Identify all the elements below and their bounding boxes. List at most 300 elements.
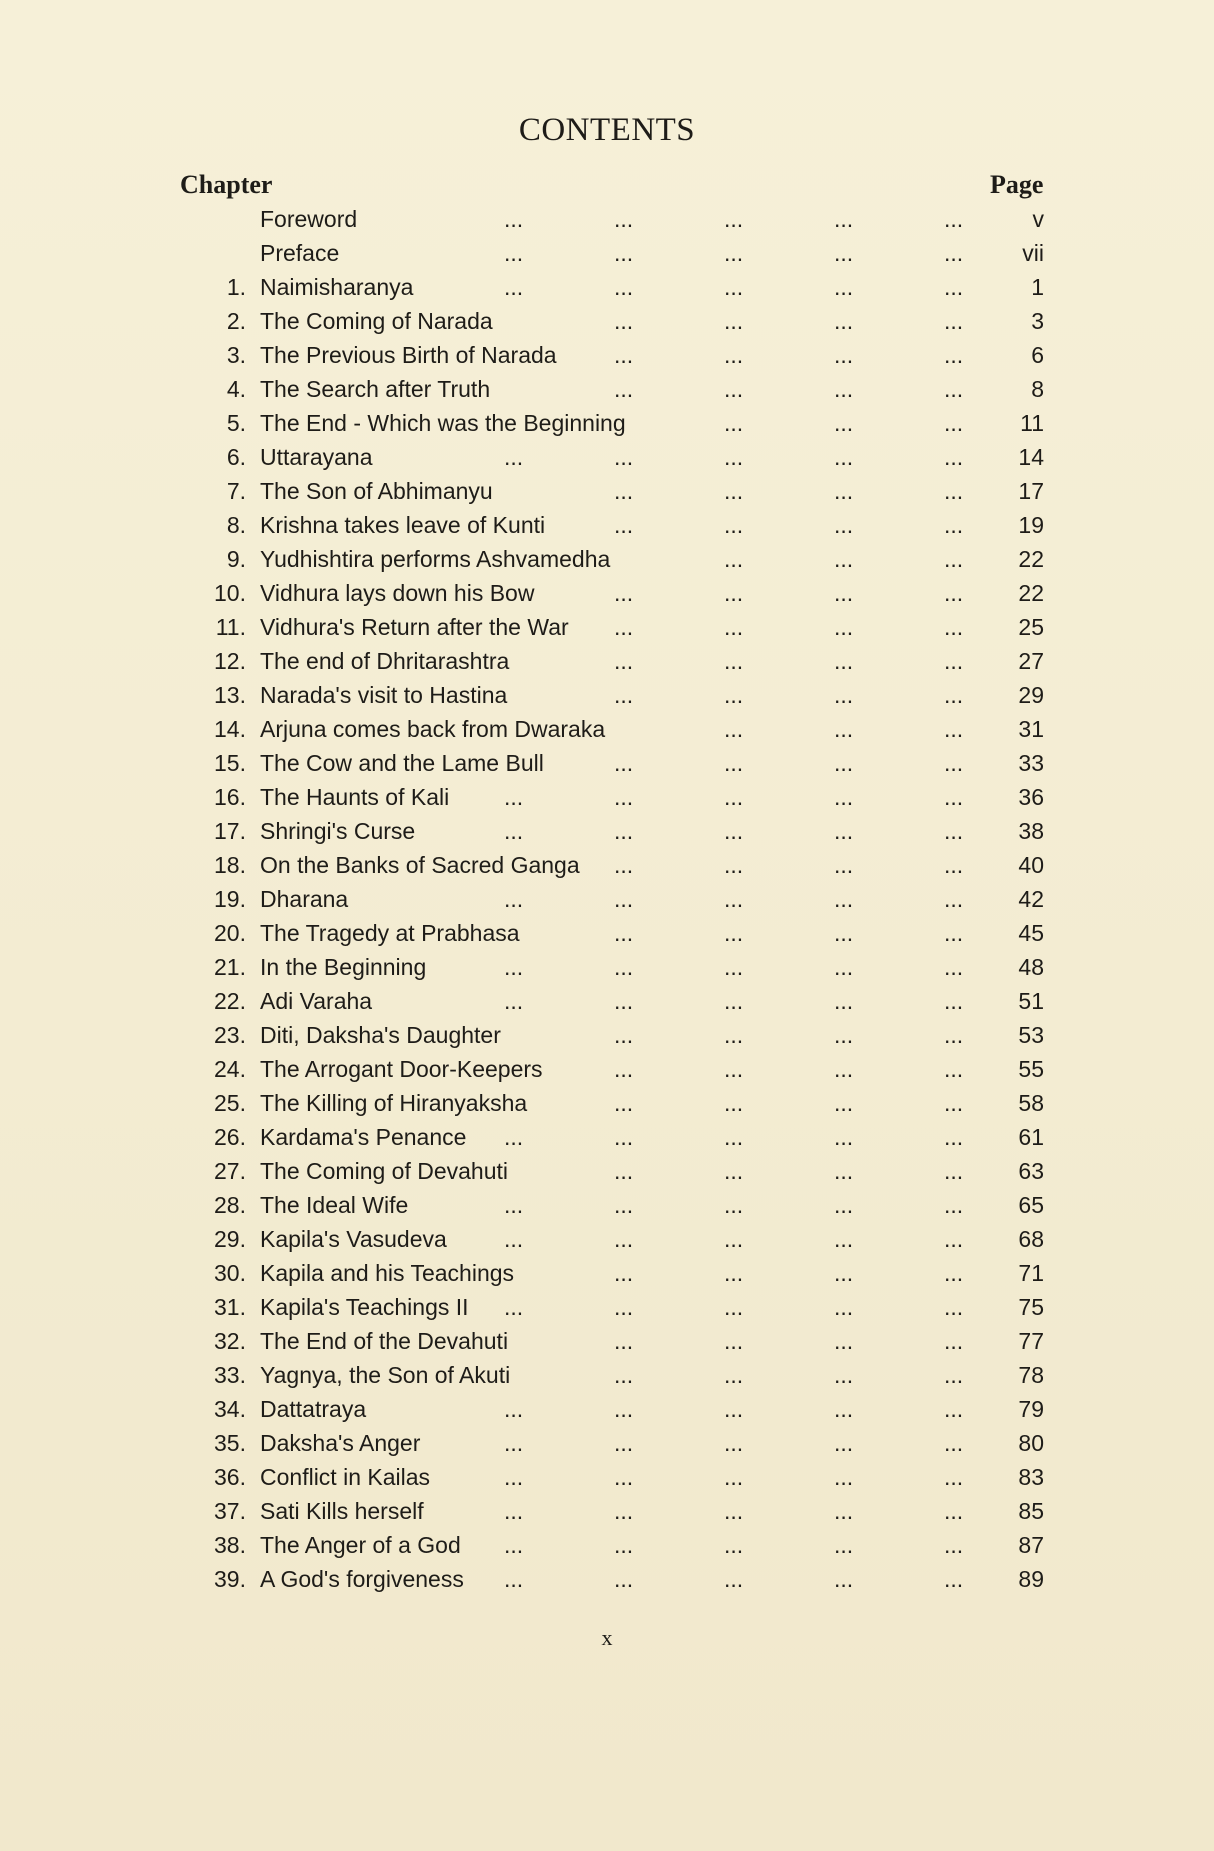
leader-dots: ...	[834, 1498, 854, 1524]
chapter-title: Vidhura's Return after the War	[260, 614, 569, 640]
toc-entry	[0, 510, 1214, 544]
page-column-header: Page	[990, 170, 1044, 199]
leader-dots: ...	[504, 444, 524, 470]
leader-dots: ...	[944, 886, 964, 912]
chapter-title: On the Banks of Sacred Ganga	[260, 852, 580, 878]
leader-dots: ...	[614, 1328, 634, 1354]
leader-dots: ...	[614, 1396, 634, 1422]
leader-dots: ...	[834, 512, 854, 538]
leader-dots: ...	[834, 1226, 854, 1252]
chapter-title: Adi Varaha	[260, 988, 373, 1014]
page-ref: 22	[1018, 580, 1044, 606]
leader-dots: ...	[944, 410, 964, 436]
toc-entry	[0, 1190, 1214, 1224]
chapter-title: The Arrogant Door-Keepers	[260, 1056, 543, 1082]
toc-entry	[0, 1462, 1214, 1496]
leader-dots: ...	[724, 546, 744, 572]
toc-entry	[0, 782, 1214, 816]
page-title: CONTENTS	[518, 112, 696, 148]
leader-dots: ...	[944, 784, 964, 810]
leader-dots: ...	[944, 308, 964, 334]
leader-dots: ...	[724, 1226, 744, 1252]
leader-dots: ...	[944, 240, 964, 266]
leader-dots: ...	[504, 818, 524, 844]
leader-dots: ...	[944, 478, 964, 504]
leader-dots: ...	[944, 1498, 964, 1524]
leader-dots: ...	[724, 1464, 744, 1490]
chapter-title: Kapila and his Teachings	[260, 1260, 515, 1286]
leader-dots: ...	[724, 478, 744, 504]
leader-dots: ...	[614, 1566, 634, 1592]
chapter-title: The Tragedy at Prabhasa	[260, 920, 520, 946]
leader-dots: ...	[944, 614, 964, 640]
leader-dots: ...	[614, 342, 634, 368]
chapter-title: Krishna takes leave of Kunti	[260, 512, 546, 538]
leader-dots: ...	[724, 410, 744, 436]
page-ref: 71	[1018, 1260, 1044, 1286]
leader-dots: ...	[614, 886, 634, 912]
leader-dots: ...	[944, 1464, 964, 1490]
page-ref: 25	[1018, 614, 1044, 640]
leader-dots: ...	[944, 648, 964, 674]
leader-dots: ...	[724, 750, 744, 776]
leader-dots: ...	[944, 376, 964, 402]
leader-dots: ...	[944, 1260, 964, 1286]
leader-dots: ...	[724, 342, 744, 368]
chapter-number: 25.	[214, 1090, 246, 1116]
chapter-number: 23.	[214, 1022, 246, 1048]
leader-dots: ...	[944, 954, 964, 980]
chapter-title: The End of the Devahuti	[260, 1328, 509, 1354]
leader-dots: ...	[834, 614, 854, 640]
leader-dots: ...	[944, 546, 964, 572]
chapter-title: In the Beginning	[260, 954, 427, 980]
toc-entry	[0, 1428, 1214, 1462]
leader-dots: ...	[614, 988, 634, 1014]
leader-dots: ...	[944, 1532, 964, 1558]
leader-dots: ...	[834, 1396, 854, 1422]
page-ref: 31	[1018, 716, 1044, 742]
toc-entry	[0, 1292, 1214, 1326]
page-ref: 14	[1018, 444, 1044, 470]
chapter-title: Diti, Daksha's Daughter	[260, 1022, 501, 1048]
page-ref: 22	[1018, 546, 1044, 572]
leader-dots: ...	[944, 988, 964, 1014]
leader-dots: ...	[834, 886, 854, 912]
chapter-title: Arjuna comes back from Dwaraka	[260, 716, 606, 742]
toc-entry	[0, 1054, 1214, 1088]
chapter-title: Conflict in Kailas	[260, 1464, 431, 1490]
leader-dots: ...	[834, 1532, 854, 1558]
toc-entry	[0, 1156, 1214, 1190]
chapter-number: 3.	[226, 342, 246, 368]
page-ref: 65	[1018, 1192, 1044, 1218]
page-ref: 33	[1018, 750, 1044, 776]
leader-dots: ...	[944, 1566, 964, 1592]
leader-dots: ...	[944, 1328, 964, 1354]
toc-entry	[0, 1224, 1214, 1258]
leader-dots: ...	[504, 206, 524, 232]
page-ref: 8	[1031, 376, 1044, 402]
leader-dots: ...	[504, 1294, 524, 1320]
leader-dots: ...	[944, 920, 964, 946]
leader-dots: ...	[724, 274, 744, 300]
chapter-number: 28.	[214, 1192, 246, 1218]
chapter-number: 34.	[214, 1396, 246, 1422]
toc-entry	[0, 306, 1214, 340]
leader-dots: ...	[614, 750, 634, 776]
leader-dots: ...	[834, 784, 854, 810]
page-ref: 36	[1018, 784, 1044, 810]
leader-dots: ...	[724, 1192, 744, 1218]
chapter-title: Foreword	[260, 206, 358, 232]
toc-entry	[0, 1020, 1214, 1054]
leader-dots: ...	[724, 1328, 744, 1354]
leader-dots: ...	[724, 1430, 744, 1456]
chapter-number: 37.	[214, 1498, 246, 1524]
page-ref: 48	[1018, 954, 1044, 980]
leader-dots: ...	[834, 648, 854, 674]
leader-dots: ...	[724, 682, 744, 708]
leader-dots: ...	[724, 1260, 744, 1286]
chapter-number: 24.	[214, 1056, 246, 1082]
leader-dots: ...	[614, 206, 634, 232]
leader-dots: ...	[724, 1532, 744, 1558]
page-ref: v	[1032, 206, 1044, 232]
leader-dots: ...	[614, 274, 634, 300]
page-ref: 75	[1018, 1294, 1044, 1320]
toc-entry	[0, 374, 1214, 408]
leader-dots: ...	[614, 920, 634, 946]
toc-entry	[0, 748, 1214, 782]
chapter-title: Kardama's Penance	[260, 1124, 467, 1150]
leader-dots: ...	[724, 1498, 744, 1524]
chapter-number: 38.	[214, 1532, 246, 1558]
table-of-contents	[0, 204, 1214, 1598]
leader-dots: ...	[504, 988, 524, 1014]
leader-dots: ...	[834, 1566, 854, 1592]
leader-dots: ...	[614, 1498, 634, 1524]
leader-dots: ...	[944, 206, 964, 232]
leader-dots: ...	[834, 1328, 854, 1354]
chapter-title: The Coming of Devahuti	[260, 1158, 509, 1184]
chapter-number: 7.	[226, 478, 246, 504]
toc-entry	[0, 272, 1214, 306]
toc-entry	[0, 850, 1214, 884]
page-ref: 63	[1018, 1158, 1044, 1184]
leader-dots: ...	[834, 1192, 854, 1218]
leader-dots: ...	[944, 682, 964, 708]
page-ref: 3	[1031, 308, 1044, 334]
leader-dots: ...	[834, 954, 854, 980]
leader-dots: ...	[944, 1090, 964, 1116]
chapter-column-header: Chapter	[180, 170, 273, 199]
chapter-title: The end of Dhritarashtra	[260, 648, 510, 674]
leader-dots: ...	[614, 1022, 634, 1048]
leader-dots: ...	[944, 342, 964, 368]
chapter-title: The Coming of Narada	[260, 308, 493, 334]
leader-dots: ...	[724, 1056, 744, 1082]
leader-dots: ...	[724, 1396, 744, 1422]
leader-dots: ...	[944, 1158, 964, 1184]
leader-dots: ...	[504, 1430, 524, 1456]
chapter-title: Dharana	[260, 886, 349, 912]
toc-entry	[0, 476, 1214, 510]
leader-dots: ...	[834, 1362, 854, 1388]
page-ref: 11	[1020, 410, 1044, 436]
chapter-title: Naimisharanya	[260, 274, 414, 300]
chapter-title: Daksha's Anger	[260, 1430, 421, 1456]
leader-dots: ...	[834, 920, 854, 946]
leader-dots: ...	[724, 308, 744, 334]
chapter-number: 26.	[214, 1124, 246, 1150]
page-ref: 89	[1018, 1566, 1044, 1592]
chapter-title: Yudhishtira performs Ashvamedha	[260, 546, 611, 572]
leader-dots: ...	[724, 1158, 744, 1184]
leader-dots: ...	[834, 750, 854, 776]
leader-dots: ...	[724, 920, 744, 946]
chapter-number: 31.	[214, 1294, 246, 1320]
leader-dots: ...	[944, 716, 964, 742]
leader-dots: ...	[834, 376, 854, 402]
leader-dots: ...	[614, 512, 634, 538]
leader-dots: ...	[834, 1294, 854, 1320]
toc-entry	[0, 612, 1214, 646]
chapter-title: Yagnya, the Son of Akuti	[260, 1362, 511, 1388]
chapter-number: 36.	[214, 1464, 246, 1490]
leader-dots: ...	[614, 1464, 634, 1490]
chapter-number: 29.	[214, 1226, 246, 1252]
leader-dots: ...	[504, 1498, 524, 1524]
leader-dots: ...	[944, 1362, 964, 1388]
chapter-title: A God's forgiveness	[260, 1566, 464, 1592]
leader-dots: ...	[944, 274, 964, 300]
toc-entry	[0, 442, 1214, 476]
chapter-title: Kapila's Vasudeva	[260, 1226, 447, 1252]
leader-dots: ...	[724, 1090, 744, 1116]
page-ref: 80	[1018, 1430, 1044, 1456]
leader-dots: ...	[614, 1294, 634, 1320]
leader-dots: ...	[834, 308, 854, 334]
leader-dots: ...	[834, 1124, 854, 1150]
leader-dots: ...	[504, 886, 524, 912]
leader-dots: ...	[724, 1022, 744, 1048]
leader-dots: ...	[724, 886, 744, 912]
leader-dots: ...	[944, 818, 964, 844]
toc-entry	[0, 952, 1214, 986]
leader-dots: ...	[944, 444, 964, 470]
leader-dots: ...	[834, 1022, 854, 1048]
chapter-title: The Anger of a God	[260, 1532, 461, 1558]
chapter-number: 10.	[214, 580, 246, 606]
chapter-number: 35.	[214, 1430, 246, 1456]
leader-dots: ...	[724, 240, 744, 266]
leader-dots: ...	[944, 1124, 964, 1150]
page-number: x	[601, 1625, 613, 1650]
toc-entry	[0, 714, 1214, 748]
leader-dots: ...	[504, 784, 524, 810]
leader-dots: ...	[724, 1566, 744, 1592]
leader-dots: ...	[944, 1294, 964, 1320]
chapter-title: The Son of Abhimanyu	[260, 478, 493, 504]
toc-entry	[0, 646, 1214, 680]
leader-dots: ...	[614, 1124, 634, 1150]
page-ref: 58	[1018, 1090, 1044, 1116]
page-ref: 1	[1031, 274, 1044, 300]
leader-dots: ...	[834, 206, 854, 232]
page-ref: vii	[1022, 240, 1044, 266]
leader-dots: ...	[724, 444, 744, 470]
toc-entry	[0, 1360, 1214, 1394]
leader-dots: ...	[614, 1226, 634, 1252]
chapter-number: 21.	[214, 954, 246, 980]
page-ref: 85	[1018, 1498, 1044, 1524]
leader-dots: ...	[724, 1362, 744, 1388]
toc-entry	[0, 1258, 1214, 1292]
chapter-number: 19.	[214, 886, 246, 912]
leader-dots: ...	[504, 1124, 524, 1150]
toc-entry	[0, 238, 1214, 272]
leader-dots: ...	[614, 308, 634, 334]
leader-dots: ...	[504, 1396, 524, 1422]
page-ref: 55	[1018, 1056, 1044, 1082]
chapter-number: 33.	[214, 1362, 246, 1388]
chapter-title: Vidhura lays down his Bow	[260, 580, 535, 606]
chapter-title: Dattatraya	[260, 1396, 367, 1422]
toc-entry	[0, 816, 1214, 850]
leader-dots: ...	[724, 580, 744, 606]
leader-dots: ...	[614, 648, 634, 674]
chapter-title: Uttarayana	[260, 444, 373, 470]
chapter-number: 11.	[215, 614, 246, 640]
page-ref: 68	[1018, 1226, 1044, 1252]
toc-entry	[0, 680, 1214, 714]
leader-dots: ...	[944, 1396, 964, 1422]
page-ref: 61	[1018, 1124, 1044, 1150]
chapter-number: 30.	[214, 1260, 246, 1286]
leader-dots: ...	[944, 1430, 964, 1456]
leader-dots: ...	[504, 1532, 524, 1558]
toc-entry	[0, 1530, 1214, 1564]
chapter-number: 4.	[226, 376, 246, 402]
chapter-number: 18.	[214, 852, 246, 878]
toc-entry	[0, 408, 1214, 442]
chapter-number: 27.	[214, 1158, 246, 1184]
leader-dots: ...	[614, 240, 634, 266]
chapter-title: The Cow and the Lame Bull	[260, 750, 544, 776]
leader-dots: ...	[944, 750, 964, 776]
leader-dots: ...	[834, 682, 854, 708]
leader-dots: ...	[614, 1260, 634, 1286]
page-ref: 38	[1018, 818, 1044, 844]
chapter-title: The Previous Birth of Narada	[260, 342, 557, 368]
chapter-number: 1.	[226, 274, 246, 300]
leader-dots: ...	[614, 818, 634, 844]
chapter-title: Preface	[260, 240, 340, 266]
page-ref: 42	[1018, 886, 1044, 912]
chapter-title: The Haunts of Kali	[260, 784, 450, 810]
chapter-number: 16.	[214, 784, 246, 810]
page-ref: 79	[1018, 1396, 1044, 1422]
leader-dots: ...	[614, 1158, 634, 1184]
leader-dots: ...	[724, 954, 744, 980]
leader-dots: ...	[724, 1124, 744, 1150]
page-ref: 83	[1018, 1464, 1044, 1490]
chapter-title: The Killing of Hiranyaksha	[260, 1090, 528, 1116]
page-ref: 45	[1018, 920, 1044, 946]
page-ref: 27	[1018, 648, 1044, 674]
leader-dots: ...	[724, 784, 744, 810]
toc-entry	[0, 1088, 1214, 1122]
chapter-title: Kapila's Teachings II	[260, 1294, 469, 1320]
leader-dots: ...	[614, 1192, 634, 1218]
chapter-number: 14.	[214, 716, 246, 742]
leader-dots: ...	[834, 1464, 854, 1490]
leader-dots: ...	[614, 1532, 634, 1558]
leader-dots: ...	[834, 478, 854, 504]
leader-dots: ...	[834, 1158, 854, 1184]
leader-dots: ...	[834, 546, 854, 572]
leader-dots: ...	[944, 512, 964, 538]
chapter-number: 6.	[226, 444, 246, 470]
toc-entry	[0, 204, 1214, 238]
page-ref: 29	[1018, 682, 1044, 708]
leader-dots: ...	[944, 1192, 964, 1218]
chapter-number: 20.	[214, 920, 246, 946]
leader-dots: ...	[614, 1090, 634, 1116]
leader-dots: ...	[614, 954, 634, 980]
chapter-title: The Search after Truth	[260, 376, 491, 402]
chapter-number: 15.	[214, 750, 246, 776]
chapter-title: The End - Which was the Beginning	[260, 410, 626, 436]
leader-dots: ...	[614, 682, 634, 708]
leader-dots: ...	[944, 580, 964, 606]
page-ref: 51	[1018, 988, 1044, 1014]
leader-dots: ...	[834, 1090, 854, 1116]
page-ref: 77	[1018, 1328, 1044, 1354]
page-ref: 53	[1018, 1022, 1044, 1048]
toc-entry	[0, 1394, 1214, 1428]
leader-dots: ...	[504, 1192, 524, 1218]
leader-dots: ...	[834, 240, 854, 266]
page-ref: 40	[1018, 852, 1044, 878]
leader-dots: ...	[834, 410, 854, 436]
leader-dots: ...	[834, 1430, 854, 1456]
leader-dots: ...	[834, 818, 854, 844]
chapter-title: Narada's visit to Hastina	[260, 682, 508, 708]
toc-entry	[0, 918, 1214, 952]
leader-dots: ...	[834, 444, 854, 470]
leader-dots: ...	[504, 954, 524, 980]
leader-dots: ...	[724, 852, 744, 878]
leader-dots: ...	[944, 1022, 964, 1048]
toc-entry	[0, 1564, 1214, 1598]
page-ref: 87	[1018, 1532, 1044, 1558]
chapter-number: 32.	[214, 1328, 246, 1354]
chapter-number: 2.	[226, 308, 246, 334]
leader-dots: ...	[724, 512, 744, 538]
toc-entry	[0, 1496, 1214, 1530]
leader-dots: ...	[834, 580, 854, 606]
chapter-title: Shringi's Curse	[260, 818, 416, 844]
leader-dots: ...	[504, 1566, 524, 1592]
leader-dots: ...	[614, 1362, 634, 1388]
toc-entry	[0, 986, 1214, 1020]
toc-entry	[0, 340, 1214, 374]
chapter-title: The Ideal Wife	[260, 1192, 409, 1218]
page-ref: 19	[1018, 512, 1044, 538]
leader-dots: ...	[724, 376, 744, 402]
